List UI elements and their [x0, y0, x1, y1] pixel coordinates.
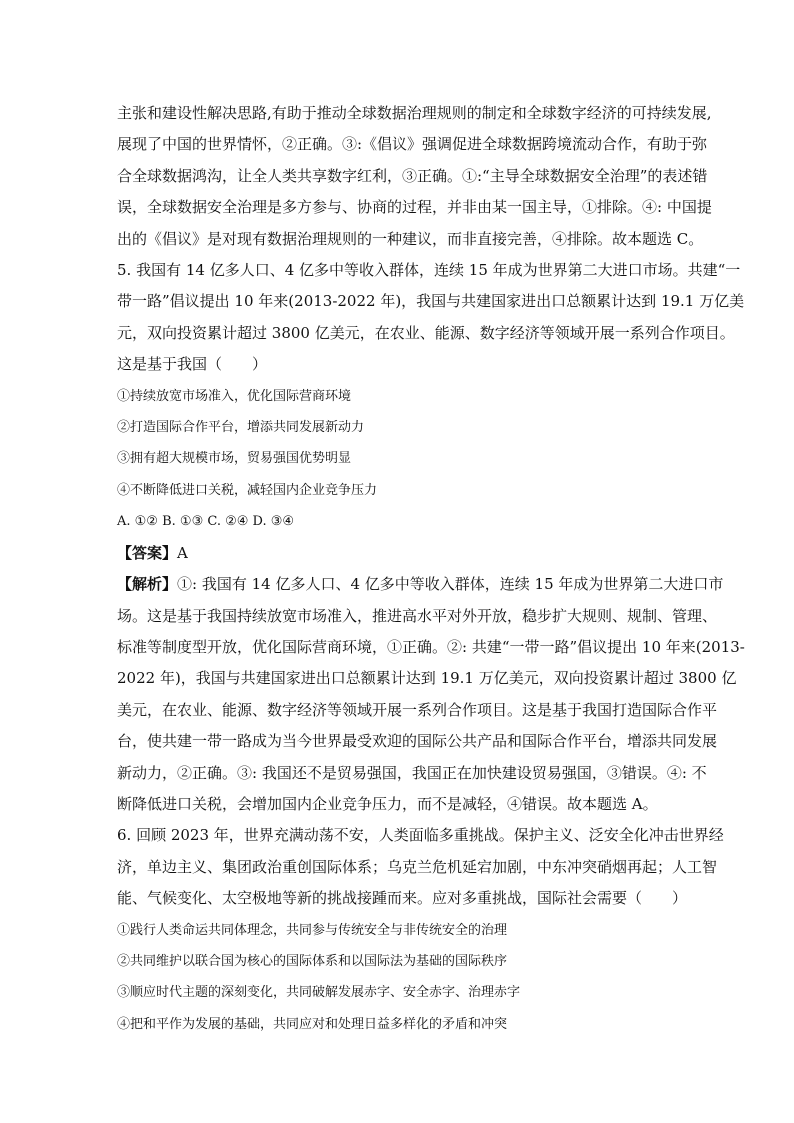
- analysis-line: 断降低进口关税，会增加国内企业竞争压力，而不是减轻，④错误。故本题选 A。: [117, 794, 658, 813]
- analysis-line: 美元，在农业、能源、数字经济等领域开展一系列合作项目。这是基于我国打造国际合作平: [117, 700, 718, 719]
- question-stem-line: 5. 我国有 14 亿多人口、4 亿多中等收入群体，连续 15 年成为世界第二大进口市场。共建“一: [117, 261, 741, 280]
- answer-line: [117, 538, 692, 569]
- question-6: [117, 820, 724, 1040]
- option-item: ④把和平作为发展的基础，共同应对和处理日益多样化的矛盾和冲突: [117, 1016, 508, 1032]
- analysis-line: 合全球数据鸿沟，让全人类共享数字红利，③正确。①:“主导全球数据安全治理”的表述错: [117, 166, 708, 185]
- option-item: ①持续放宽市场准入，优化国际营商环境: [117, 388, 352, 404]
- question-stem-line: 济，单边主义、集团政治重创国际体系；乌克兰危机延宕加剧，中东冲突硝烟再起；人工智: [117, 857, 718, 876]
- answer-choices: A. ①② B. ①③ C. ②④ D. ③④: [117, 514, 295, 530]
- analysis-line: 展现了中国的世界情怀，②正确。③:《倡议》强调促进全球数据跨境流动合作，有助于弥: [117, 135, 708, 154]
- option-item: ③顺应时代主题的深刻变化，共同破解发展赤字、安全赤字、治理赤字: [117, 985, 521, 1001]
- question-5: [117, 255, 745, 820]
- answer-tag: 【答案】: [117, 543, 178, 562]
- analysis-text: ①: 我国有 14 亿多人口、4 亿多中等收入群体，连续 15 年成为世界第二大进口市: [177, 575, 724, 594]
- option-item: ④不断降低进口关税，减轻国内企业竞争压力: [117, 482, 378, 498]
- question-stem-line: 带一路”倡议提出 10 年来(2013-2022 年)，我国与共建国家进出口总额累计达到 19.1 万亿美: [117, 292, 745, 311]
- option-item: ②共同维护以联合国为核心的国际体系和以国际法为基础的国际秩序: [117, 953, 508, 969]
- analysis-line: 主张和建设性解决思路,有助于推动全球数据治理规则的制定和全球数字经济的可持续发展,: [117, 104, 712, 122]
- question-stem-line: 能、气候变化、太空极地等新的挑战接踵而来。应对多重挑战，国际社会需要（ ）: [117, 889, 688, 908]
- analysis-line: 2022 年)，我国与共建国家进出口总额累计达到 19.1 万亿美元，双向投资累计超过 3800 亿: [117, 669, 737, 688]
- analysis-tag: 【解析】: [117, 575, 178, 594]
- analysis-line: 误，全球数据安全治理是多方参与、协商的过程，并非由某一国主导，①排除。④: 中国提: [117, 198, 712, 217]
- analysis-line: [117, 569, 724, 600]
- question-stem-line: 元，双向投资累计超过 3800 亿美元，在农业、能源、数字经济等领域开展一系列合作项目。: [117, 323, 735, 342]
- analysis-line: 标准等制度型开放，优化国际营商环境，①正确。②: 共建“一带一路”倡议提出 10 年来(2013-: [117, 637, 745, 656]
- analysis-line: 场。这是基于我国持续放宽市场准入，推进高水平对外开放，稳步扩大规则、规制、管理、: [117, 606, 718, 625]
- answer-value: A: [177, 543, 188, 562]
- question-stem-line: 这是基于我国（ ）: [117, 355, 268, 374]
- analysis-line: 台，使共建一带一路成为当今世界最受欢迎的国际公共产品和国际合作平台，增添共同发展: [117, 732, 718, 751]
- option-item: ①践行人类命运共同体理念，共同参与传统安全与非传统安全的治理: [117, 922, 508, 938]
- option-item: ③拥有超大规模市场，贸易强国优势明显: [117, 451, 352, 467]
- question-stem-line: 6. 回顾 2023 年，世界充满动荡不安，人类面临多重挑战。保护主义、泛安全化冲击世界经: [117, 826, 724, 845]
- option-item: ②打造国际合作平台，增添共同发展新动力: [117, 420, 365, 436]
- analysis-line: 新动力，②正确。③: 我国还不是贸易强国，我国正在加快建设贸易强国，③错误。④: 不: [117, 763, 707, 782]
- document-page: [117, 98, 745, 1040]
- previous-question-analysis: [117, 98, 712, 255]
- analysis-line: 出的《倡议》是对现有数据治理规则的一种建议，而非直接完善，④排除。故本题选 C。: [117, 229, 704, 248]
